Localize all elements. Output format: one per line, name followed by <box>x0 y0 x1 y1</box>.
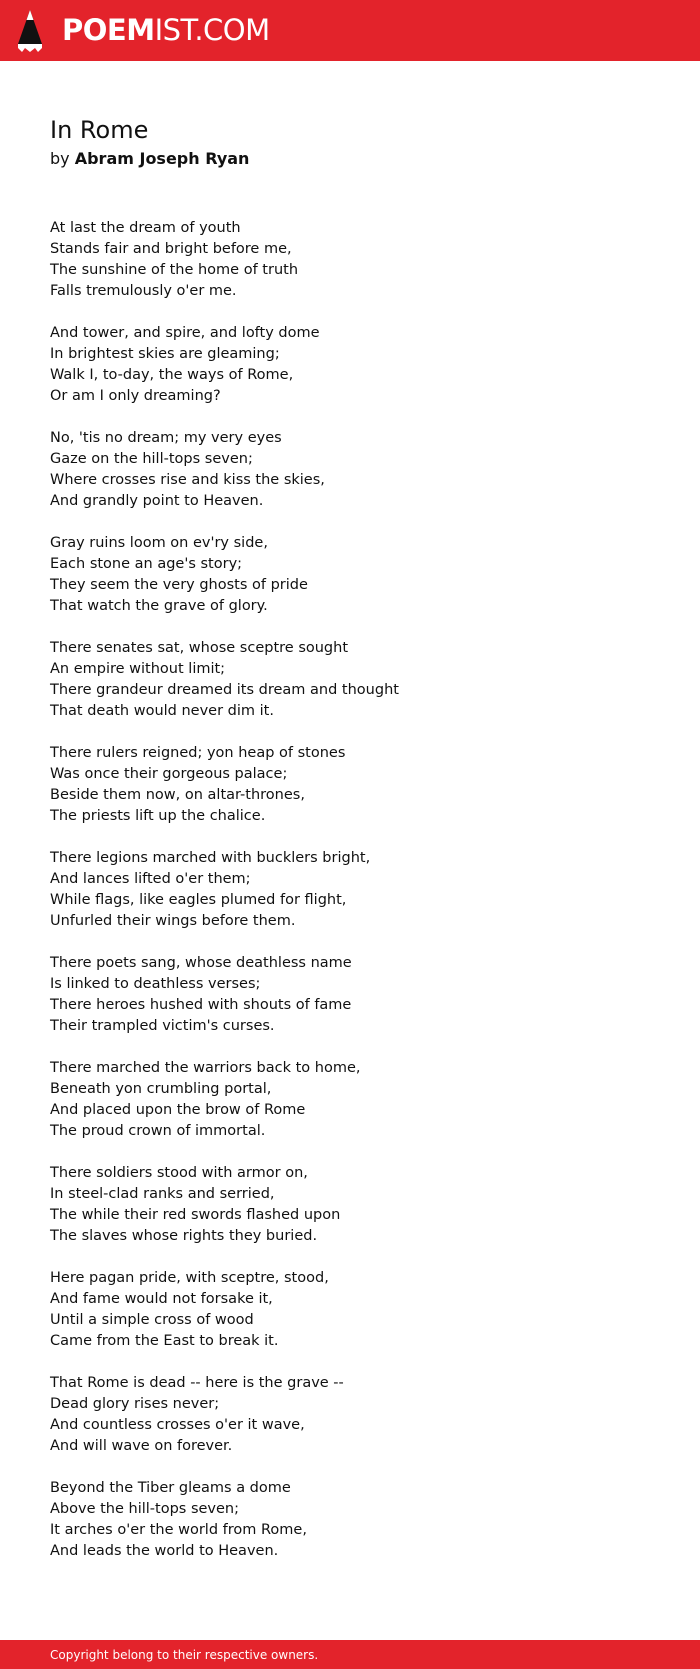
poem-stanza <box>50 1268 650 1352</box>
poem-byline <box>50 148 249 170</box>
poem-line: There grandeur dreamed its dream and thought <box>50 682 399 698</box>
poem-stanza <box>50 743 650 827</box>
poem-line: There soldiers stood with armor on, <box>50 1165 308 1181</box>
poem-line: They seem the very ghosts of pride <box>50 577 308 593</box>
poem-line: The priests lift up the chalice. <box>50 808 266 824</box>
poem-stanza <box>50 1478 650 1562</box>
poem-stanza <box>50 1058 650 1142</box>
poem-stanza <box>50 218 650 302</box>
poem-stanza <box>50 953 650 1037</box>
poem-line: And grandly point to Heaven. <box>50 493 264 509</box>
poem-body <box>50 218 650 1583</box>
poem-line: Beyond the Tiber gleams a dome <box>50 1480 291 1496</box>
poem-stanza <box>50 638 650 722</box>
poem-line: There marched the warriors back to home, <box>50 1060 361 1076</box>
site-logo[interactable] <box>62 13 270 47</box>
poem-stanza <box>50 323 650 407</box>
poem-line: And tower, and spire, and lofty dome <box>50 325 320 341</box>
logo-light-text: IST.COM <box>154 13 270 47</box>
poem-line: In brightest skies are gleaming; <box>50 346 280 362</box>
poem-stanza <box>50 428 650 512</box>
poem-line: Beside them now, on altar-thrones, <box>50 787 305 803</box>
poem-line: Is linked to deathless verses; <box>50 976 261 992</box>
poem-line: There legions marched with bucklers bright, <box>50 850 371 866</box>
poem-line: There rulers reigned; yon heap of stones <box>50 745 346 761</box>
poem-line: Came from the East to break it. <box>50 1333 279 1349</box>
poem-line: The slaves whose rights they buried. <box>50 1228 318 1244</box>
poem-stanza <box>50 533 650 617</box>
poem-line: And countless crosses o'er it wave, <box>50 1417 305 1433</box>
poem-line: No, 'tis no dream; my very eyes <box>50 430 282 446</box>
poem-line: And lances lifted o'er them; <box>50 871 251 887</box>
poem-line: The proud crown of immortal. <box>50 1123 266 1139</box>
poem-line: An empire without limit; <box>50 661 226 677</box>
poem-line: And will wave on forever. <box>50 1438 233 1454</box>
by-label: by <box>50 149 70 168</box>
poem-title: In Rome <box>50 116 149 144</box>
poem-line: Unfurled their wings before them. <box>50 913 296 929</box>
poem-stanza <box>50 1373 650 1457</box>
poem-line: That watch the grave of glory. <box>50 598 268 614</box>
poem-line: Each stone an age's story; <box>50 556 243 572</box>
poem-line: That Rome is dead -- here is the grave -- <box>50 1375 344 1391</box>
poem-line: Gaze on the hill-tops seven; <box>50 451 253 467</box>
site-footer <box>0 1640 700 1669</box>
poem-line: The sunshine of the home of truth <box>50 262 299 278</box>
poem-line: While flags, like eagles plumed for flight, <box>50 892 347 908</box>
poem-author: Abram Joseph Ryan <box>74 149 250 168</box>
poem-line: Walk I, to-day, the ways of Rome, <box>50 367 294 383</box>
poem-line: And placed upon the brow of Rome <box>50 1102 306 1118</box>
poem-line: There senates sat, whose sceptre sought <box>50 640 349 656</box>
poem-line: Or am I only dreaming? <box>50 388 221 404</box>
poem-line: At last the dream of youth <box>50 220 241 236</box>
poem-line: Falls tremulously o'er me. <box>50 283 237 299</box>
poem-line: There heroes hushed with shouts of fame <box>50 997 352 1013</box>
pencil-tip-icon[interactable] <box>17 10 43 52</box>
poem-line: Their trampled victim's curses. <box>50 1018 275 1034</box>
poem-line: In steel-clad ranks and serried, <box>50 1186 275 1202</box>
poem-line: Was once their gorgeous palace; <box>50 766 288 782</box>
poem-line: Here pagan pride, with sceptre, stood, <box>50 1270 329 1286</box>
poem-line: Until a simple cross of wood <box>50 1312 254 1328</box>
poem-line: There poets sang, whose deathless name <box>50 955 352 971</box>
poem-line: And leads the world to Heaven. <box>50 1543 279 1559</box>
poem-line: And fame would not forsake it, <box>50 1291 273 1307</box>
poem-line: The while their red swords flashed upon <box>50 1207 341 1223</box>
poem-line: That death would never dim it. <box>50 703 274 719</box>
poem-line: Stands fair and bright before me, <box>50 241 292 257</box>
poem-stanza <box>50 848 650 932</box>
logo-bold-text: POEM <box>62 13 155 47</box>
poem-line: Beneath yon crumbling portal, <box>50 1081 272 1097</box>
poem-line: Dead glory rises never; <box>50 1396 220 1412</box>
poem-stanza <box>50 1163 650 1247</box>
poem-line: Above the hill-tops seven; <box>50 1501 239 1517</box>
site-header <box>0 0 700 61</box>
poem-line: Gray ruins loom on ev'ry side, <box>50 535 268 551</box>
poem-line: Where crosses rise and kiss the skies, <box>50 472 325 488</box>
poem-line: It arches o'er the world from Rome, <box>50 1522 307 1538</box>
footer-copyright: Copyright belong to their respective owners. <box>50 1648 319 1662</box>
